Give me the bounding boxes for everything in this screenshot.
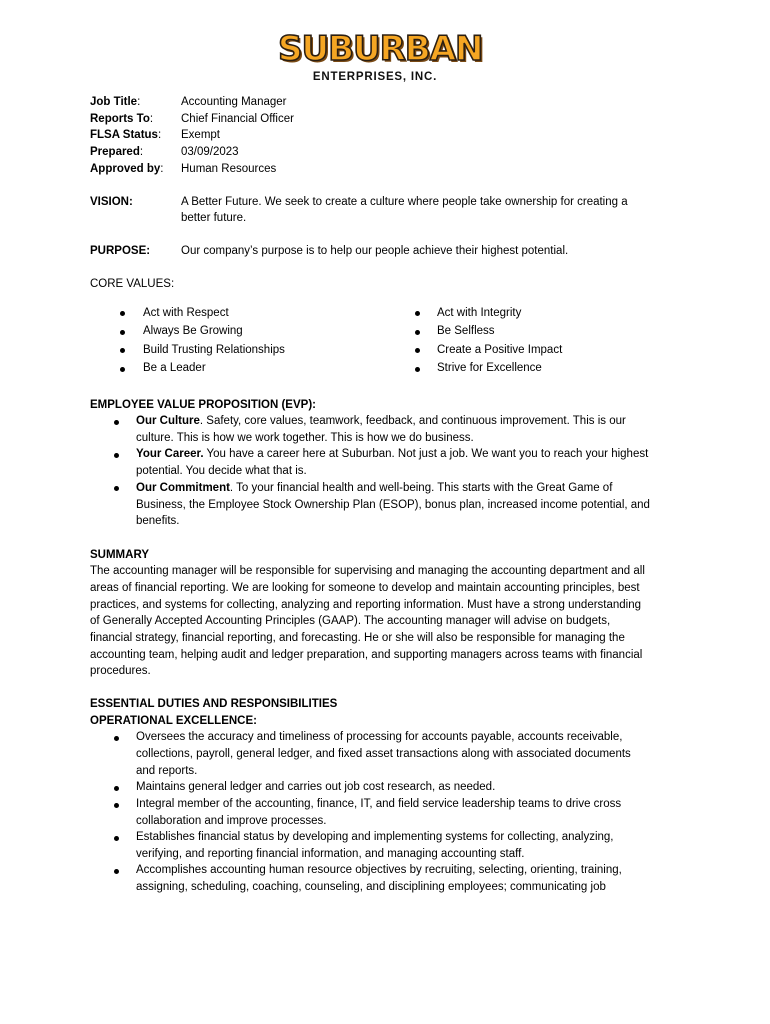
evp-item-culture: Our Culture. Safety, core values, teamwork, feedback, and continuous improvement. This is our [136, 415, 626, 427]
summary-line: of Generally Accepted Accounting Principles (GAAP). The accounting manager will advise on budgets, [90, 615, 611, 627]
bullet-icon [120, 311, 125, 316]
bullet-icon [415, 348, 420, 353]
bullet-icon [120, 348, 125, 353]
core-value-item: Be a Leader [143, 362, 206, 374]
field-label-reports-to: Reports To: [90, 113, 154, 125]
field-value-approved-by: Human Resources [181, 163, 277, 175]
bullet-icon [114, 736, 119, 741]
duties-subheading: OPERATIONAL EXCELLENCE: [90, 715, 257, 727]
summary-line: areas of financial reporting. We are looking for someone to develop and maintain accounting principles, best [90, 582, 640, 594]
duty-item-continued: verifying, and reporting financial information, and managing accounting staff. [136, 848, 525, 860]
summary-line: practices, and systems for collecting, analyzing and reporting information. Must have a strong understanding [90, 599, 642, 611]
summary-line: financial strategy, financial reporting, and forecasting. He or she will also be responsible for managing the [90, 632, 625, 644]
duties-heading: ESSENTIAL DUTIES AND RESPONSIBILITIES [90, 698, 338, 710]
bullet-icon [120, 330, 125, 335]
vision-label: VISION: [90, 196, 133, 208]
company-logo [278, 29, 483, 83]
core-value-item: Always Be Growing [143, 325, 243, 337]
summary-line: The accounting manager will be responsible for supervising and managing the accounting department and all [90, 565, 645, 577]
duty-item-continued: collections, payroll, general ledger, and fixed asset transactions along with associated documents [136, 748, 631, 760]
duty-item-continued: collaboration and improve processes. [136, 815, 327, 827]
field-label-flsa-status: FLSA Status: [90, 129, 162, 141]
bullet-icon [415, 311, 420, 316]
bullet-icon [114, 486, 119, 491]
logo-subtitle: ENTERPRISES, INC. [312, 71, 438, 83]
duty-item-continued: and reports. [136, 765, 198, 777]
bullet-icon [415, 330, 420, 335]
core-value-item: Act with Integrity [437, 307, 522, 319]
duty-item-continued: assigning, scheduling, coaching, counseling, and disciplining employees; communicating job [136, 881, 606, 893]
field-value-reports-to: Chief Financial Officer [181, 113, 294, 125]
evp-item-career-line-2: potential. You decide what that is. [136, 465, 307, 477]
logo-wordmark: SUBURBAN [278, 29, 483, 69]
bullet-icon [114, 803, 119, 808]
field-label-prepared: Prepared: [90, 146, 144, 158]
evp-heading: EMPLOYEE VALUE PROPOSITION (EVP): [90, 399, 316, 411]
bullet-icon [114, 453, 119, 458]
field-value-job-title: Accounting Manager [181, 96, 287, 108]
duty-item: Maintains general ledger and carries out job cost research, as needed. [136, 781, 496, 793]
evp-item-culture-line-2: culture. This is how we work together. This is how we do business. [136, 432, 474, 444]
evp-item-commitment-line-2: Business, the Employee Stock Ownership Plan (ESOP), bonus plan, increased income potential, and [136, 499, 650, 511]
core-value-item: Strive for Excellence [437, 362, 542, 374]
field-value-flsa-status: Exempt [181, 129, 220, 141]
summary-heading: SUMMARY [90, 549, 149, 561]
field-value-prepared: 03/09/2023 [181, 146, 239, 158]
core-value-item: Act with Respect [143, 307, 229, 319]
evp-item-commitment-line-3: benefits. [136, 515, 180, 527]
purpose-label: PURPOSE: [90, 245, 151, 257]
bullet-icon [114, 869, 119, 874]
duty-item: Integral member of the accounting, finance, IT, and field service leadership teams to drive cross [136, 798, 622, 810]
field-label-job-title: Job Title: [90, 96, 141, 108]
vision-text-line-2: better future. [181, 212, 247, 224]
evp-item-commitment: Our Commitment. To your financial health and well-being. This starts with the Great Game of [136, 482, 613, 494]
bullet-icon [114, 786, 119, 791]
evp-item-career: Your Career. You have a career here at Suburban. Not just a job. We want you to reach your highest [136, 448, 649, 460]
bullet-icon [120, 367, 125, 372]
summary-line: accounting team, helping audit and ledger preparation, and supporting managers across teams with financial [90, 649, 643, 661]
core-value-item: Build Trusting Relationships [143, 344, 285, 356]
purpose-text: Our company’s purpose is to help our people achieve their highest potential. [181, 245, 569, 257]
bullet-icon [415, 367, 420, 372]
duty-item: Accomplishes accounting human resource objectives by recruiting, selecting, orienting, training, [136, 864, 622, 876]
field-label-approved-by: Approved by: [90, 163, 164, 175]
duty-item: Establishes financial status by developing and implementing systems for collecting, analyzing, [136, 831, 614, 843]
bullet-icon [114, 836, 119, 841]
core-value-item: Create a Positive Impact [437, 344, 563, 356]
core-values-heading: CORE VALUES: [90, 278, 175, 290]
duty-item: Oversees the accuracy and timeliness of processing for accounts payable, accounts receivable, [136, 731, 623, 743]
core-value-item: Be Selfless [437, 325, 495, 337]
vision-text-line-1: A Better Future. We seek to create a culture where people take ownership for creating a [181, 196, 628, 208]
bullet-icon [114, 420, 119, 425]
summary-line: procedures. [90, 665, 151, 677]
